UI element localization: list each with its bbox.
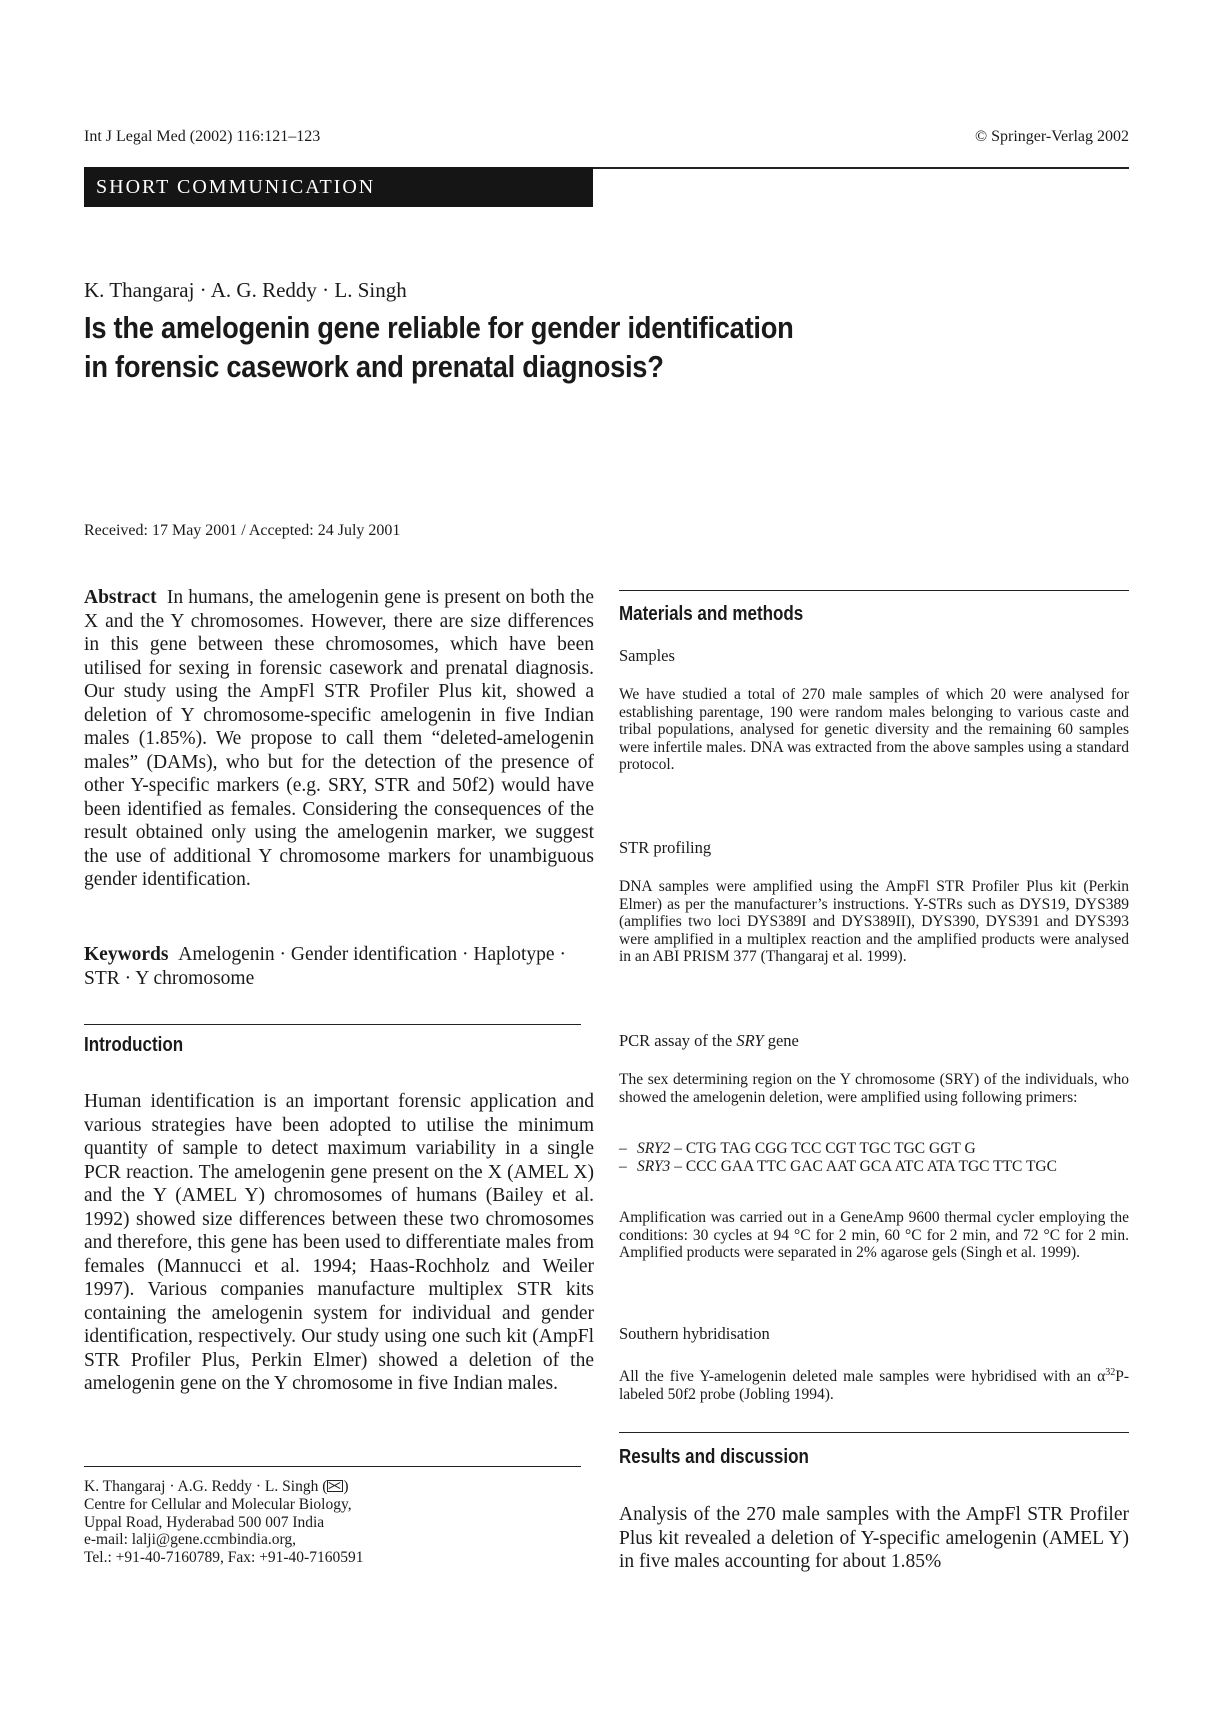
samples-text: We have studied a total of 270 male samples of which 20 were analysed for establishing parentage, 190 were random males belonging to various caste and tribal populations, analysed for genetic diversity and the remaining 60 samples were infertile males. DNA was extracted from the above samples using a standard protocol. [619,686,1129,773]
results-text: Analysis of the 270 male samples with the AmpFl STR Profiler Plus kit revealed a deletion of Y-specific amelogenin (AMEL Y) in five males accounting for about 1.85% [619,1504,1129,1572]
author-list: K. Thangaraj · A. G. Reddy · L. Singh [84,278,407,302]
primer-item: – SRY3 – CCC GAA TTC GAC AAT GCA ATC ATA TGC TTC TGC [619,1158,1129,1176]
str-subheading: STR profiling [619,838,712,857]
introduction-text: Human identification is an important forensic application and various strategies have been adopted to utilise the minimum quantity of sample to detect maximum variability in a single PCR reaction. The amelogenin gene present on the X (AMEL X) and the Y (AMEL Y) chromosomes of humans (Bailey et al. 1992) showed size differences between these two chromosomes and therefore, this gene has been used to differentiate males from females (Mannucci et al. 1994; Haas-Rochholz and Weiler 1997). Various companies manufacture multiplex STR kits containing the amelogenin system for individual and gender identification, respectively. Our study using one such kit (AmpFl STR Profiler Plus, Perkin Elmer) showed a deletion of the amelogenin gene on the Y chromosome in five Indian males. [84,1091,594,1394]
title-line-1: Is the amelogenin gene reliable for gender identification [84,310,794,345]
footnote-phone: Tel.: +91-40-7160789, Fax: +91-40-7160591 [84,1549,364,1567]
abstract-label: Abstract [84,587,157,608]
envelope-icon [327,1480,343,1492]
introduction-heading: Introduction [84,1034,184,1056]
journal-citation: Int J Legal Med (2002) 116:121–123 [84,128,321,145]
primer-item: – SRY2 – CTG TAG CGG TCC CGT TGC TGC GGT G [619,1140,1129,1158]
footnote-email: e-mail: lalji@gene.ccmbindia.org, [84,1531,296,1549]
introduction-rule [84,1024,581,1025]
results-rule [619,1432,1129,1433]
header-rule [593,167,1129,169]
samples-subheading: Samples [619,646,675,665]
abstract-text: In humans, the amelogenin gene is present on both the X and the Y chromosomes. However, there are size differences in this gene between these chromosomes, which have been utilised for sexing in forensic casework and prenatal diagnosis. Our study using the AmpFl STR Profiler Plus kit, showed a deletion of Y chromosome-specific amelogenin in five Indian males (1.85%). We propose to call them “deleted-amelogenin males” (DAMs), who but for the detection of the presence of other Y-specific markers (e.g. SRY, STR and 50f2) would have been identified as females. Considering the consequences of the result obtained only using the amelogenin marker, we suggest the use of additional Y chromosome markers for unambiguous gender identification. [84,587,594,890]
received-accepted-dates: Received: 17 May 2001 / Accepted: 24 July 2001 [84,522,401,539]
pcr-text: The sex determining region on the Y chromosome (SRY) of the individuals, who showed the amelogenin deletion, were amplified using following primers: [619,1071,1129,1106]
footnote-address-2: Uppal Road, Hyderabad 500 007 India [84,1513,325,1531]
keywords [84,943,594,990]
footnote-rule [84,1466,581,1467]
results-heading: Results and discussion [619,1446,809,1468]
copyright-notice: © Springer-Verlag 2002 [974,128,1129,145]
correspondence-footnote: K. Thangaraj · A.G. Reddy · L. Singh ( ) Centre for Cellular and Molecular Biology, Uppal Road, Hyderabad 500 007 India e-mail: lalji@gene.ccmbindia.org, Tel.: +91-40-7160789, Fax: +91-40-7160591 [84,1478,594,1567]
article-type-banner: SHORT COMMUNICATION [84,167,593,207]
str-text: DNA samples were amplified using the AmpFl STR Profiler Plus kit (Perkin Elmer) as per the manufacturer’s instructions. Y-STRs such as DYS19, DYS389 (amplifies two loci DYS389I and DYS389II), DYS390, DYS391 and DYS393 were amplified in a multiplex reaction and the amplified products were analysed in an ABI PRISM 377 (Thangaraj et al. 1999). [619,878,1129,965]
article-title [84,308,876,386]
amplification-text: Amplification was carried out in a GeneAmp 9600 thermal cycler employing the conditions: 30 cycles at 94 °C for 2 min, 60 °C for 2 min, and 72 °C for 2 min. Amplified products were separated in 2% agarose gels (Singh et al. 1999). [619,1209,1129,1261]
southern-text: All the five Y-amelogenin deleted male samples were hybridised with an $\alpha^{32}P$-labeled 50f2 probe (Jobling 1994). [619,1367,1129,1403]
methods-heading: Materials and methods [619,603,804,625]
footnote-authors: K. Thangaraj · A.G. Reddy · L. Singh [84,1478,319,1495]
abstract [84,586,594,892]
pcr-subheading: PCR assay of the SRY gene [619,1031,799,1050]
primer-list [619,1140,1129,1175]
keywords-label: Keywords [84,944,169,965]
title-line-2: in forensic casework and prenatal diagnosis? [84,349,664,384]
methods-rule [619,590,1129,591]
southern-subheading: Southern hybridisation [619,1324,770,1343]
footnote-address-1: Centre for Cellular and Molecular Biology, [84,1495,352,1513]
keywords-text: Amelogenin · Gender identification · Haplotype · STR · Y chromosome [84,944,566,989]
